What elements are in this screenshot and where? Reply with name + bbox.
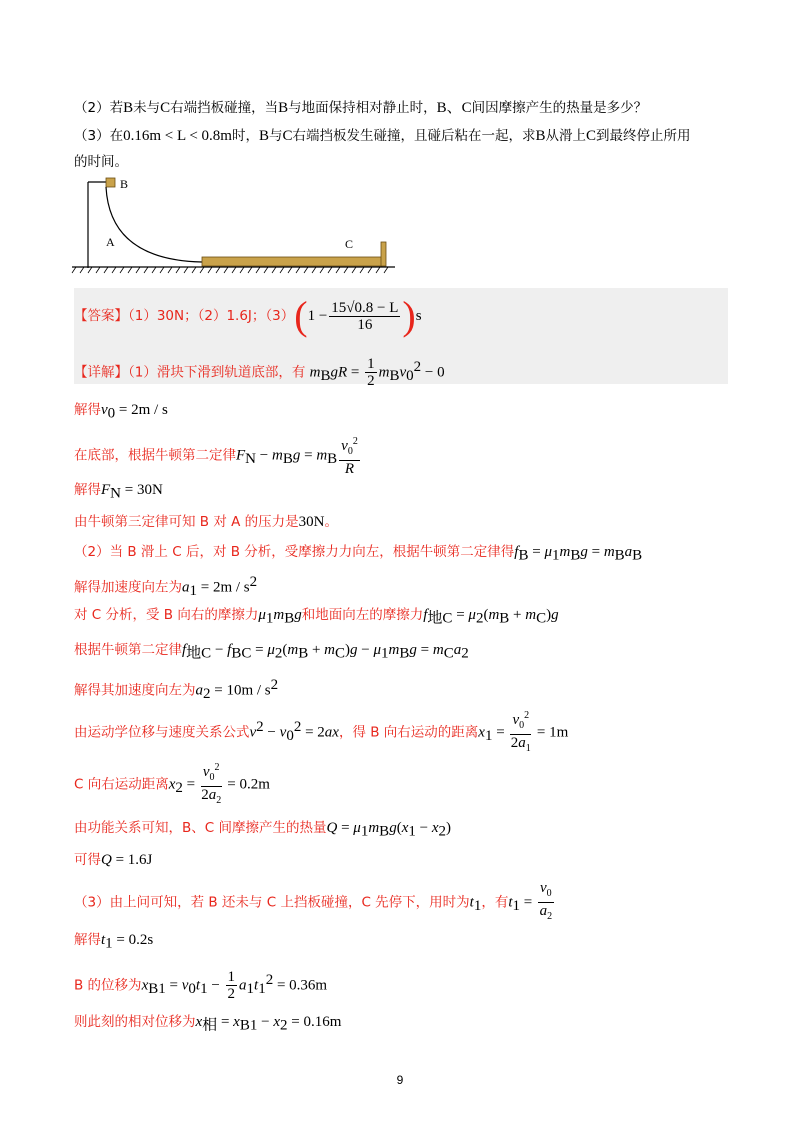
c-analysis: 对 C 分析，受 B 向右的摩擦力$\mu_1m_Bg$和地面向左的摩擦力$f_{地C} = \mu_2(m_B + m_C)g$	[74, 607, 559, 627]
solve-a2: 解得其加速度向左为$a_2 = 10m / s^2$	[74, 677, 279, 703]
question-3: （3）在0.16m < L < 0.8m时，B与C右端挡板发生碰撞，且碰后粘在一起，求B从滑上C到最终停止所用	[74, 128, 691, 144]
block-b	[106, 178, 115, 187]
c-newton-law: 根据牛顿第二定律$f_{地C} - f_{BC} = \mu_2(m_B + m_C)g - \mu_1m_Bg = m_Ca_2$	[74, 642, 469, 662]
label-c: C	[345, 237, 354, 251]
heat-result: 可得Q = 1.6J	[74, 852, 153, 868]
solve-fn: 解得$F_N = 30N$	[74, 482, 163, 502]
heat-relation: 由功能关系可知，B、C 间摩擦产生的热量$Q = \mu_1m_Bg(x_1 - x_2)$	[74, 820, 451, 840]
c-distance: C 向右运动距离$x_2$ = $\frac{v_0^2}{2a_2}$ = 0.2m	[74, 762, 270, 806]
part2-b-analysis: （2）当 B 滑上 C 后，对 B 分析，受摩擦力力向左，根据牛顿第二定律得$f_B = \mu_1m_Bg = m_Ba_B$	[74, 544, 643, 564]
question-2: （2）若B未与C右端挡板碰撞，当B与地面保持相对静止时，B、C间因摩擦产生的热量是多少？	[74, 100, 648, 116]
physics-diagram	[70, 176, 400, 276]
board-c	[202, 257, 382, 266]
page-number: 9	[396, 1073, 404, 1087]
relative-displacement: 则此刻的相对位移为$x_相 = x_{B1} - x_2 = 0.16m$	[74, 1014, 342, 1034]
label-b: B	[120, 177, 129, 191]
detail-line: 【详解】（1）滑块下滑到轨道底部，有 $m_BgR$ = $\frac{1}{2}$ $m_Bv_0^2 - 0$	[74, 356, 445, 389]
solve-a1: 解得加速度向左为$a_1 = 2m / s^2$	[74, 574, 258, 600]
curved-track	[106, 187, 202, 262]
baffle	[381, 242, 386, 266]
solve-t1: 解得$t_1 = 0.2s$	[74, 932, 154, 952]
b-displacement: B 的位移为$x_{B1} = v_0t_1$ − $\frac{1}{2}$ $a_1t_1^2 = 0.36m$	[74, 969, 328, 1002]
newton-second-law: 在底部，根据牛顿第二定律$F_N - m_Bg = m_B$ $\frac{v_0^2}{R}$	[74, 436, 358, 477]
solve-v0: 解得$v_0 = 2m / s$	[74, 402, 168, 422]
kinematics-b-distance: 由运动学位移与速度关系公式$v^2 - v_0^2 = 2ax$，得 B 向右运动的距离$x_1$ = $\frac{v_0^2}{2a_1}$ = 1m	[74, 710, 569, 754]
question-3-cont: 的时间。	[74, 154, 128, 170]
answer-line: 【答案】（1）30N；（2）1.6J；（3）(1 − $\frac{15√0.8 - L}{16}$ )s	[74, 293, 422, 338]
newton-third-law: 由牛顿第三定律可知 B 对 A 的压力是30N。	[74, 514, 339, 530]
label-a: A	[106, 235, 115, 249]
part3-intro: （3）由上问可知，若 B 还未与 C 上挡板碰撞，C 先停下，用时为$t_1$，有$t_1$ = $\frac{v_0}{a_2}$	[74, 880, 553, 922]
ground-hatch	[72, 267, 388, 273]
